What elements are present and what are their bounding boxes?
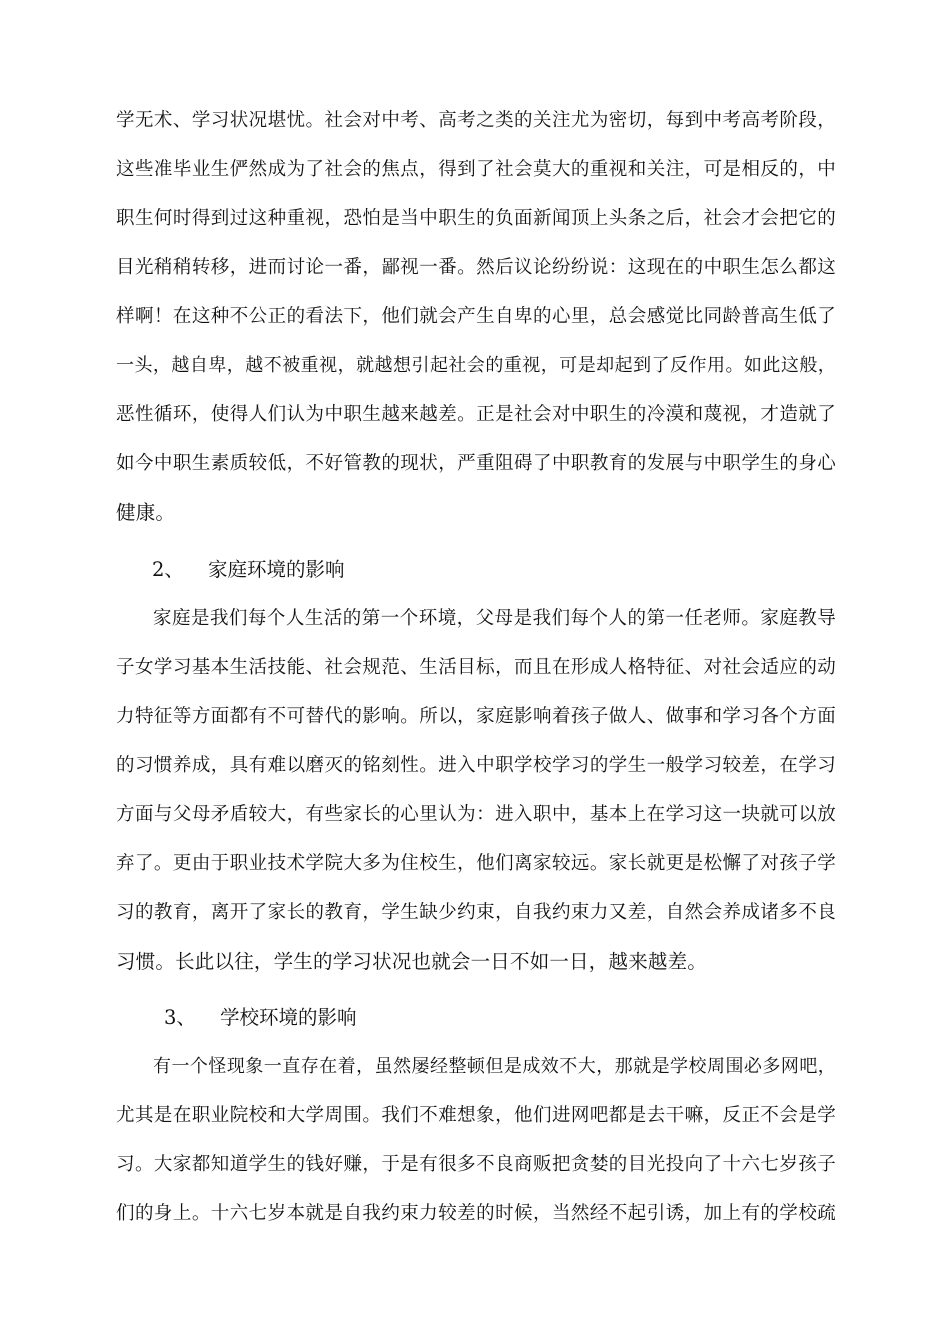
- paragraph-line: 弃了。更由于职业技术学院大多为住校生，他们离家较远。家长就更是松懈了对孩子学: [116, 853, 836, 874]
- section-number: 2、: [152, 558, 184, 581]
- section-heading: [164, 998, 357, 1038]
- paragraph-line: 这些准毕业生俨然成为了社会的焦点，得到了社会莫大的重视和关注，可是相反的，中: [116, 159, 836, 180]
- paragraph-line: 习的教育，离开了家长的教育，学生缺少约束，自我约束力又差，自然会养成诸多不良: [116, 902, 836, 923]
- paragraph-line: 目光稍稍转移，进而讨论一番，鄙视一番。然后议论纷纷说：这现在的中职生怎么都这: [116, 257, 836, 278]
- section-title: 家庭环境的影响: [208, 558, 345, 581]
- paragraph-line: 力特征等方面都有不可替代的影响。所以，家庭影响着孩子做人、做事和学习各个方面: [116, 706, 836, 727]
- paragraph-line: 有一个怪现象一直存在着，虽然屡经整顿但是成效不大，那就是学校周围必多网吧，: [153, 1056, 836, 1077]
- paragraph-line: 尤其是在职业院校和大学周围。我们不难想象，他们进网吧都是去干嘛，反正不会是学: [116, 1105, 836, 1126]
- paragraph-line: 家庭是我们每个人生活的第一个环境，父母是我们每个人的第一任老师。家庭教导: [153, 608, 836, 629]
- section-number: 3、: [164, 1006, 196, 1029]
- paragraph-line: 习。大家都知道学生的钱好赚，于是有很多不良商贩把贪婪的目光投向了十六七岁孩子: [116, 1154, 836, 1175]
- paragraph-line: 方面与父母矛盾较大，有些家长的心里认为：进入职中，基本上在学习这一块就可以放: [116, 804, 836, 825]
- paragraph-line: 子女学习基本生活技能、社会规范、生活目标，而且在形成人格特征、对社会适应的动: [116, 657, 836, 678]
- paragraph-line: 职生何时得到过这种重视，恐怕是当中职生的负面新闻顶上头条之后，社会才会把它的: [116, 208, 836, 229]
- paragraph-line: 恶性循环，使得人们认为中职生越来越差。正是社会对中职生的冷漠和蔑视，才造就了: [116, 404, 836, 425]
- paragraph-line: 一头，越自卑，越不被重视，就越想引起社会的重视，可是却起到了反作用。如此这般，: [116, 355, 836, 376]
- paragraph-line: 的习惯养成，具有难以磨灭的铭刻性。进入中职学校学习的学生一般学习较差，在学习: [116, 755, 836, 776]
- paragraph-line: 学无术、学习状况堪忧。社会对中考、高考之类的关注尤为密切，每到中考高考阶段，: [116, 110, 836, 131]
- section-title: 学校环境的影响: [220, 1006, 357, 1029]
- paragraph-line: 健康。: [116, 501, 176, 524]
- paragraph-line: 样啊！在这种不公正的看法下，他们就会产生自卑的心里，总会感觉比同龄普高生低了: [116, 306, 836, 327]
- paragraph-line: 习惯。长此以往，学生的学习状况也就会一日不如一日，越来越差。: [116, 950, 708, 973]
- section-heading: [152, 550, 345, 590]
- paragraph-line: 如今中职生素质较低，不好管教的现状，严重阻碍了中职教育的发展与中职学生的身心: [116, 453, 836, 474]
- paragraph-line: 们的身上。十六七岁本就是自我约束力较差的时候，当然经不起引诱，加上有的学校疏: [116, 1203, 836, 1224]
